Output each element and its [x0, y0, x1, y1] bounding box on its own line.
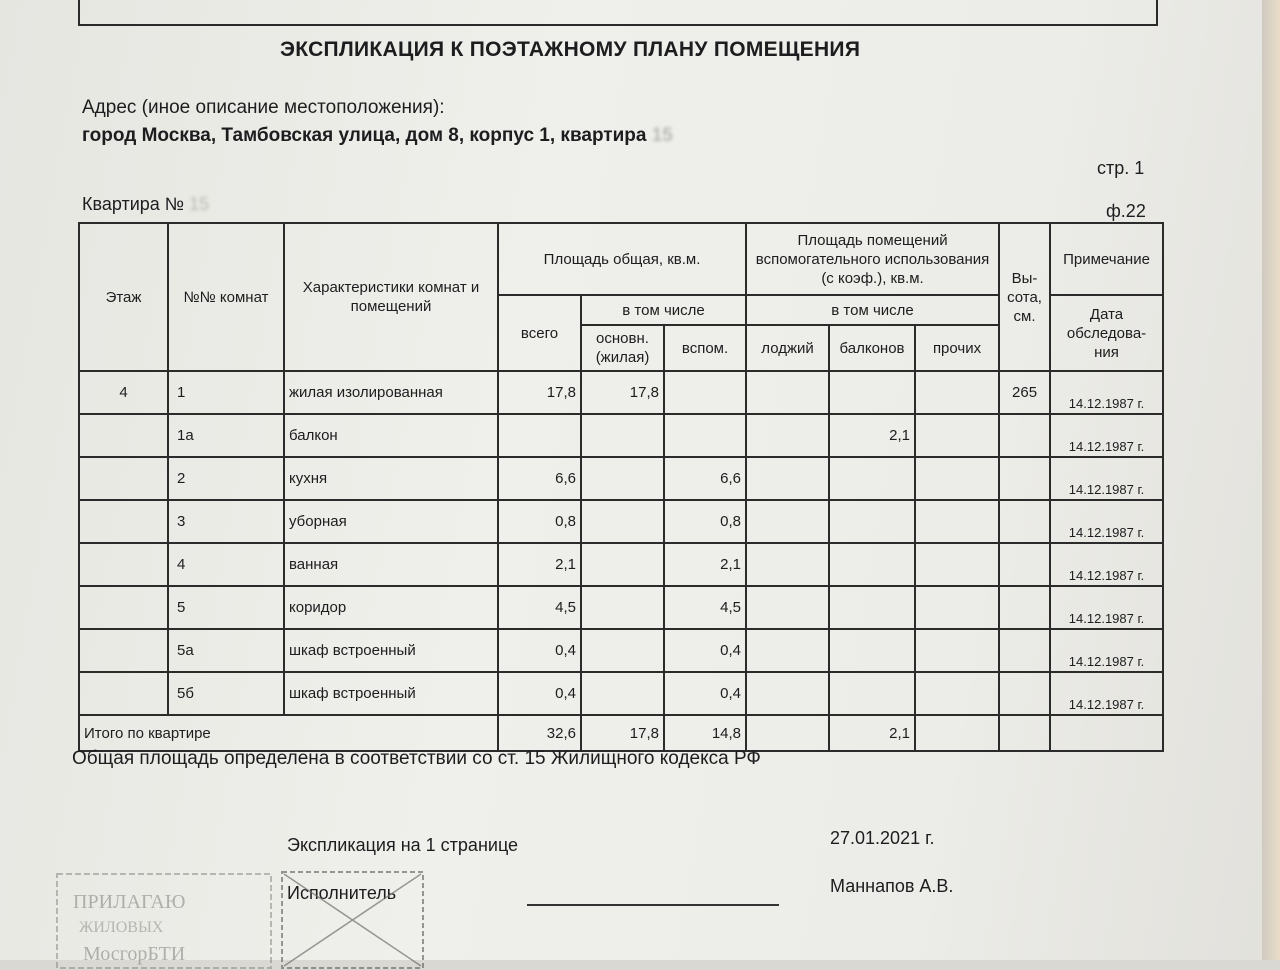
- cell-other: [915, 629, 999, 672]
- table-row: [79, 543, 1163, 586]
- cell-aux: 0,4: [664, 672, 746, 715]
- header-survey-date: Дата обследова-ния: [1050, 295, 1163, 371]
- cell-room: 2: [168, 457, 284, 500]
- cell-balcony: [829, 500, 915, 543]
- cell-other: [915, 543, 999, 586]
- cell-aux: [664, 414, 746, 457]
- cell-floor: [79, 543, 168, 586]
- cell-total: [498, 414, 581, 457]
- cell-room: 1: [168, 371, 284, 414]
- table-row: [79, 672, 1163, 715]
- cell-room: 5а: [168, 629, 284, 672]
- cell-main: [581, 586, 664, 629]
- cell-balcony: [829, 672, 915, 715]
- cell-balcony: [829, 457, 915, 500]
- cell-balcony: [829, 586, 915, 629]
- header-note: Примечание: [1050, 223, 1163, 295]
- cell-loggia: [746, 543, 829, 586]
- table-row: [79, 371, 1163, 414]
- area-basis-note: Общая площадь определена в соответствии со ст. 15 Жилищного кодекса РФ: [72, 748, 761, 769]
- cell-main: [581, 414, 664, 457]
- header-other: прочих: [915, 325, 999, 371]
- explication-table: [78, 222, 1164, 752]
- cell-loggia: [746, 371, 829, 414]
- cell-survey-date: 14.12.1987 г.: [1050, 371, 1163, 414]
- address-label: Адрес (иное описание местоположения):: [82, 97, 445, 118]
- cell-survey-date: 14.12.1987 г.: [1050, 586, 1163, 629]
- stamp-seal: [55, 870, 275, 970]
- cell-main: [581, 457, 664, 500]
- cell-aux: 0,4: [664, 629, 746, 672]
- header-including: в том числе: [581, 295, 746, 325]
- totals-balcony: 2,1: [829, 715, 915, 751]
- header-main-area: основн. (жилая): [581, 325, 664, 371]
- cell-description: ванная: [284, 543, 498, 586]
- cell-total: 0,8: [498, 500, 581, 543]
- signer-name: Маннапов А.В.: [830, 876, 954, 896]
- header-total: всего: [498, 295, 581, 371]
- cell-balcony: [829, 543, 915, 586]
- svg-text:МосгорБТИ: МосгорБТИ: [83, 943, 186, 965]
- cell-survey-date: 14.12.1987 г.: [1050, 414, 1163, 457]
- cell-height: [999, 414, 1050, 457]
- cell-aux: 6,6: [664, 457, 746, 500]
- address-value: [82, 125, 673, 147]
- cell-floor: [79, 629, 168, 672]
- cell-height: [999, 629, 1050, 672]
- header-balconies: балконов: [829, 325, 915, 371]
- header-aux: вспом.: [664, 325, 746, 371]
- header-including-aux: в том числе: [746, 295, 999, 325]
- cell-loggia: [746, 457, 829, 500]
- signature-line: [527, 904, 779, 906]
- cell-description: кухня: [284, 457, 498, 500]
- cell-floor: [79, 457, 168, 500]
- cell-loggia: [746, 629, 829, 672]
- previous-section-frame: [78, 0, 1158, 26]
- cell-floor: [79, 672, 168, 715]
- header-height: Вы-сота, см.: [999, 223, 1050, 371]
- svg-text:ПРИЛАГАЮ: ПРИЛАГАЮ: [73, 891, 186, 913]
- header-area-total-group: Площадь общая, кв.м.: [498, 223, 746, 295]
- table-row: [79, 629, 1163, 672]
- cell-height: [999, 586, 1050, 629]
- cell-height: [999, 500, 1050, 543]
- totals-main: 17,8: [581, 715, 664, 751]
- totals-other: [915, 715, 999, 751]
- cell-room: 4: [168, 543, 284, 586]
- totals-loggia: [746, 715, 829, 751]
- executor-stamp-frame: [280, 870, 425, 970]
- header-room-no: №№ комнат: [168, 223, 284, 371]
- svg-text:ЖИЛОВЫХ: ЖИЛОВЫХ: [79, 919, 164, 936]
- table-row: [79, 500, 1163, 543]
- cell-aux: 2,1: [664, 543, 746, 586]
- cell-room: 3: [168, 500, 284, 543]
- cell-loggia: [746, 500, 829, 543]
- cell-floor: [79, 586, 168, 629]
- cell-loggia: [746, 586, 829, 629]
- cell-survey-date: 14.12.1987 г.: [1050, 500, 1163, 543]
- cell-total: 0,4: [498, 629, 581, 672]
- page-number: стр. 1: [1097, 158, 1145, 178]
- form-number: ф.22: [1106, 201, 1146, 221]
- apartment-label: [82, 194, 209, 215]
- cell-aux: 0,8: [664, 500, 746, 543]
- cell-loggia: [746, 414, 829, 457]
- cell-main: [581, 500, 664, 543]
- cell-room: 1а: [168, 414, 284, 457]
- cell-description: шкаф встроенный: [284, 629, 498, 672]
- cell-room: 5б: [168, 672, 284, 715]
- totals-label: Итого по квартире: [79, 715, 498, 751]
- cell-aux: 4,5: [664, 586, 746, 629]
- cell-main: [581, 672, 664, 715]
- cell-loggia: [746, 672, 829, 715]
- cell-total: 17,8: [498, 371, 581, 414]
- cell-total: 2,1: [498, 543, 581, 586]
- cell-height: [999, 543, 1050, 586]
- address-text: город Москва, Тамбовская улица, дом 8, корпус 1, квартира: [82, 125, 647, 146]
- pages-note: Экспликация на 1 странице: [287, 835, 519, 855]
- cell-description: жилая изолированная: [284, 371, 498, 414]
- cell-main: [581, 543, 664, 586]
- cell-balcony: 2,1: [829, 414, 915, 457]
- cell-height: [999, 672, 1050, 715]
- cell-other: [915, 457, 999, 500]
- address-apartment-redacted: 15: [651, 125, 673, 146]
- apartment-number-redacted: 15: [189, 194, 210, 214]
- cell-floor: [79, 414, 168, 457]
- totals-height: [999, 715, 1050, 751]
- cell-survey-date: 14.12.1987 г.: [1050, 543, 1163, 586]
- header-loggias: лоджий: [746, 325, 829, 371]
- cell-survey-date: 14.12.1987 г.: [1050, 629, 1163, 672]
- cell-description: шкаф встроенный: [284, 672, 498, 715]
- cell-description: уборная: [284, 500, 498, 543]
- apartment-label-text: Квартира №: [82, 194, 185, 214]
- totals-total: 32,6: [498, 715, 581, 751]
- totals-date: [1050, 715, 1163, 751]
- table-row: [79, 414, 1163, 457]
- cell-main: 17,8: [581, 371, 664, 414]
- cell-aux: [664, 371, 746, 414]
- table-row: [79, 457, 1163, 500]
- cell-other: [915, 500, 999, 543]
- totals-aux: 14,8: [664, 715, 746, 751]
- table-edge-background: [1262, 0, 1280, 960]
- cell-total: 6,6: [498, 457, 581, 500]
- cell-balcony: [829, 629, 915, 672]
- cell-survey-date: 14.12.1987 г.: [1050, 672, 1163, 715]
- cell-balcony: [829, 371, 915, 414]
- cell-floor: [79, 500, 168, 543]
- document-date: 27.01.2021 г.: [830, 828, 935, 848]
- cell-other: [915, 586, 999, 629]
- executor-label: Исполнитель: [287, 883, 397, 903]
- cell-height: [999, 457, 1050, 500]
- cell-total: 4,5: [498, 586, 581, 629]
- cell-height: 265: [999, 371, 1050, 414]
- header-characteristics: Характеристики комнат и помещений: [284, 223, 498, 371]
- cell-other: [915, 371, 999, 414]
- cell-description: коридор: [284, 586, 498, 629]
- cell-survey-date: 14.12.1987 г.: [1050, 457, 1163, 500]
- cell-floor: 4: [79, 371, 168, 414]
- cell-total: 0,4: [498, 672, 581, 715]
- header-aux-area-group: Площадь помещений вспомогательного использования (с коэф.), кв.м.: [746, 223, 999, 295]
- cell-description: балкон: [284, 414, 498, 457]
- header-floor: Этаж: [79, 223, 168, 371]
- cell-room: 5: [168, 586, 284, 629]
- cell-other: [915, 672, 999, 715]
- cell-other: [915, 414, 999, 457]
- cell-main: [581, 629, 664, 672]
- table-row: [79, 586, 1163, 629]
- document-title: ЭКСПЛИКАЦИЯ К ПОЭТАЖНОМУ ПЛАНУ ПОМЕЩЕНИЯ: [280, 38, 861, 61]
